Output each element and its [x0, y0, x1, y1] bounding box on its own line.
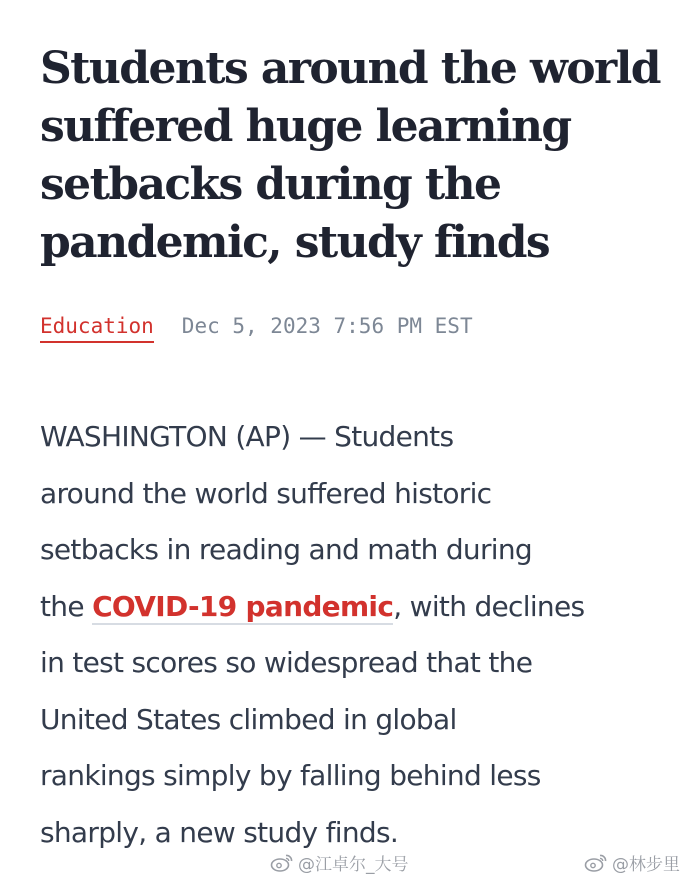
- timestamp: Dec 5, 2023 7:56 PM EST: [181, 314, 473, 338]
- article-meta: [40, 312, 660, 342]
- weibo-icon: [270, 853, 294, 873]
- body-line: sharply, a new study finds.: [40, 815, 399, 849]
- watermark-strip: [0, 844, 690, 882]
- body-line: in test scores so widespread that the: [40, 646, 533, 679]
- body-line: WASHINGTON (AP) — Students: [40, 420, 454, 453]
- watermark: [270, 850, 409, 875]
- weibo-icon: [584, 853, 608, 873]
- headline-line: Students around the world: [40, 43, 660, 94]
- headline-line: setbacks during the: [40, 159, 501, 210]
- body-line: setbacks in reading and math during: [40, 533, 532, 566]
- article: [40, 40, 660, 861]
- body-line: rankings simply by falling behind less: [40, 759, 541, 792]
- category-link[interactable]: Education: [40, 312, 154, 343]
- watermark: [584, 850, 680, 875]
- covid-pandemic-link[interactable]: COVID-19 pandemic: [92, 589, 394, 623]
- watermark-text: @林步里: [612, 855, 680, 875]
- body-line: , with declines: [393, 589, 585, 623]
- headline-line: pandemic, study finds: [40, 217, 550, 268]
- body-line: the: [40, 589, 93, 623]
- headline-line: suffered huge learning: [40, 101, 571, 152]
- article-body: [40, 409, 680, 861]
- body-line: United States climbed in global: [40, 702, 457, 736]
- watermark-text: @江卓尔_大号: [298, 855, 409, 875]
- body-line: around the world suffered historic: [40, 476, 492, 510]
- headline: [40, 40, 660, 272]
